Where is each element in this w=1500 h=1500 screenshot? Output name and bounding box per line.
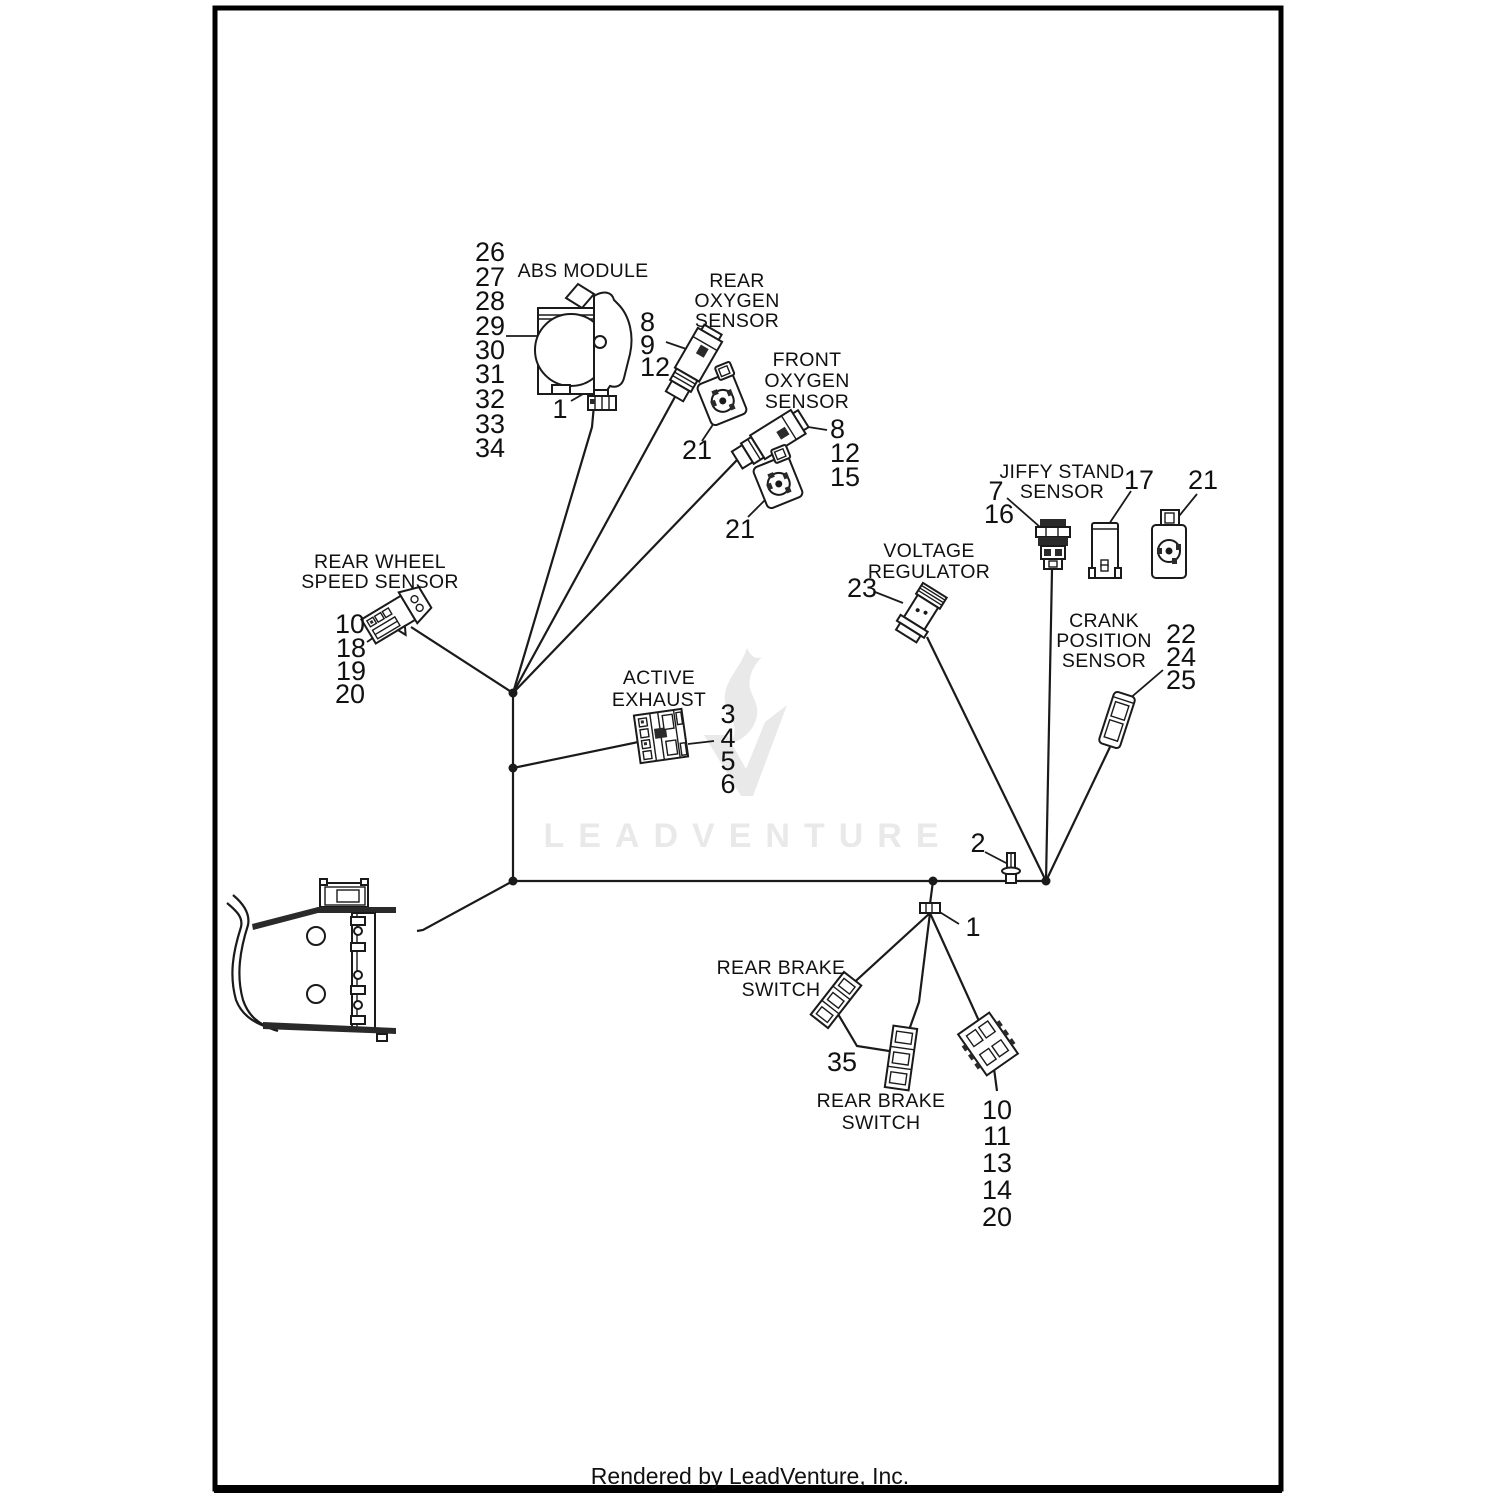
callout-number: 34 (474, 433, 506, 463)
callout-number: 31 (474, 359, 506, 389)
callout-number: 8 (830, 414, 846, 444)
rear-brake-switch-label: REAR BRAKE (816, 1090, 946, 1112)
callout-number: 24 (1166, 642, 1197, 672)
junction-dot (1042, 877, 1051, 886)
callout-number: 29 (474, 311, 506, 341)
callout-number: 1 (965, 912, 981, 942)
active-exhaust-label: EXHAUST (611, 689, 707, 711)
junction-dot (509, 877, 518, 886)
callout-number: 21 (724, 514, 756, 544)
callout-number: 1 (552, 394, 568, 424)
callout-number: 23 (846, 573, 878, 603)
watermark-text: LEADVENTURE (543, 817, 953, 855)
callout-number: 15 (830, 462, 861, 492)
front-oxygen-label: OXYGEN (764, 370, 850, 392)
callout-number: 8 (640, 307, 656, 337)
crank-sensor-label: POSITION (1056, 630, 1152, 652)
callout-number: 13 (981, 1148, 1013, 1178)
front-oxygen-label: FRONT (772, 349, 842, 371)
callout-number: 21 (1187, 465, 1219, 495)
callout-number: 2 (970, 828, 986, 858)
junction-dot (929, 877, 938, 886)
callout-number: 6 (720, 769, 736, 799)
callout-number: 30 (474, 335, 506, 365)
footer-text: Rendered by LeadVenture, Inc. (590, 1463, 910, 1489)
rear-brake-switch-label: SWITCH (841, 1112, 921, 1134)
rear-oxygen-label: SENSOR (694, 310, 780, 332)
rear-wheel-sensor-label: SPEED SENSOR (301, 571, 459, 593)
callout-number: 25 (1166, 665, 1197, 695)
connector-housing-17-drawing (1089, 523, 1121, 578)
callout-number: 21 (681, 435, 713, 465)
callout-number: 5 (720, 746, 736, 776)
front-oxygen-label: SENSOR (764, 391, 850, 413)
rear-brake-switch-label: REAR BRAKE (716, 957, 846, 979)
callout-number: 19 (335, 656, 367, 686)
callout-number: 14 (981, 1175, 1013, 1205)
rear-wheel-sensor-label: REAR WHEEL (314, 551, 446, 573)
callout-number: 7 (988, 476, 1004, 506)
junction-dot (509, 689, 518, 698)
jiffy-stand-label: JIFFY STAND (999, 461, 1125, 483)
callout-number: 9 (640, 330, 656, 360)
voltage-regulator-label: REGULATOR (867, 561, 991, 583)
callout-number: 32 (474, 384, 506, 414)
active-exhaust-label: ACTIVE (622, 667, 696, 689)
callout-number: 12 (640, 352, 671, 382)
callout-number: 20 (334, 679, 366, 709)
rear-brake-switch-label: SWITCH (741, 979, 821, 1001)
jiffy-stand-label: SENSOR (1019, 481, 1105, 503)
callout-number: 33 (474, 409, 506, 439)
rear-oxygen-label: REAR (709, 270, 765, 292)
rear-oxygen-label: OXYGEN (694, 290, 780, 312)
callout-number: 27 (474, 262, 506, 292)
callout-number: 35 (826, 1047, 858, 1077)
callout-number: 3 (720, 699, 736, 729)
callout-number: 22 (1166, 619, 1197, 649)
callout-number: 17 (1123, 465, 1155, 495)
page-border (215, 8, 1281, 1489)
callout-number: 20 (981, 1202, 1013, 1232)
abs-module-label: ABS MODULE (517, 260, 649, 282)
callout-number: 28 (474, 286, 506, 316)
active-exhaust-connector-drawing (634, 709, 688, 763)
callout-number: 11 (982, 1121, 1012, 1151)
callout-number: 10 (334, 609, 366, 639)
callout-number: 16 (983, 499, 1015, 529)
crank-sensor-label: CRANK (1069, 610, 1139, 632)
callout-number: 12 (830, 438, 861, 468)
harness-strap-drawing (920, 903, 940, 913)
voltage-regulator-label: VOLTAGE (883, 540, 975, 562)
callout-number: 10 (981, 1095, 1013, 1125)
callout-number: 4 (720, 723, 736, 753)
crank-sensor-label: SENSOR (1061, 650, 1147, 672)
junction-dot (509, 764, 518, 773)
callout-number: 26 (474, 237, 506, 267)
callout-number: 18 (335, 633, 367, 663)
